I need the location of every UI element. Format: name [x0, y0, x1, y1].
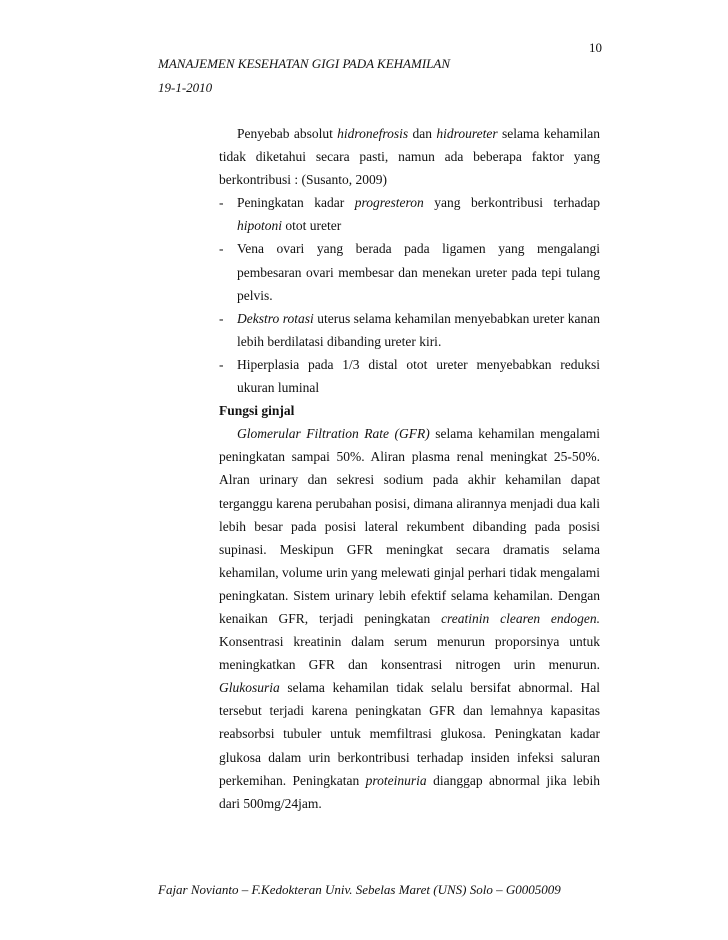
paragraph-term: proteinuria	[365, 772, 427, 788]
list-item-text: Peningkatan kadar	[237, 195, 355, 211]
intro-term-hidronefrosis: hidronefrosis	[337, 126, 409, 141]
paragraph-text: selama kehamilan mengalami peningkatan sampai 50%. Aliran plasma renal meningkat 25-50%. Alran urinary dan sekresi sodium pada akhir kehamilan dapat terganggu karena perubahan posisi, dimana alirannya menjadi dua kali lebih besar pada posisi lateral rekumbent dibanding pada posisi supinasi. Meskipun GFR meningkat secara dramatis selama kehamilan, volume urin yang melewati ginjal perhari tidak mengalami peningkatan. Sistem urinary lebih efektif selama kehamilan. Dengan kenaikan GFR, terjadi peningkatan	[219, 426, 600, 626]
section-heading: Fungsi ginjal	[219, 403, 295, 419]
factor-list	[219, 191, 600, 399]
paragraph-term: Glomerular Filtration Rate (GFR)	[237, 426, 430, 442]
paragraph-text: selama kehamilan tidak selalu bersifat abnormal. Hal tersebut terjadi karena peningkatan GFR dan lemahnya kapasitas reabsorbsi tubuler untuk memfiltrasi glukosa. Peningkatan kadar glukosa dalam urin berkontribusi terhadap insiden infeksi saluran perkemihan. Peningkatan	[219, 680, 600, 788]
paragraph-text: dianggap abnormal jika lebih dari 500mg/24jam.	[219, 772, 600, 811]
list-item-term: Dekstro rotasi	[237, 310, 314, 326]
list-item	[219, 191, 600, 237]
intro-text-1: Penyebab absolut	[237, 126, 338, 141]
list-item-term: progresteron	[354, 195, 424, 211]
list-item-text: Vena ovari yang berada pada ligamen yang mengalangi pembesaran ovari membesar dan menekan ureter pada tepi tulang pelvis.	[237, 241, 600, 303]
list-item-text: otot ureter	[282, 218, 342, 234]
list-item-text: Hiperplasia pada 1/3 distal otot ureter menyebabkan reduksi ukuran luminal	[237, 356, 600, 396]
intro-text-3: selama kehamilan tidak diketahui secara pasti, namun ada beberapa faktor yang berkontribusi : (Susanto, 2009)	[219, 126, 600, 188]
header-title: MANAJEMEN KESEHATAN GIGI PADA KEHAMILAN	[158, 56, 450, 71]
document-body	[219, 122, 600, 815]
paragraph-term: creatinin clearen endogen.	[441, 610, 601, 626]
header-date: 19-1-2010	[158, 80, 213, 95]
page-number: 10	[589, 40, 602, 55]
list-item	[219, 237, 600, 306]
paragraph-term: Glukosuria	[219, 680, 280, 696]
intro-paragraph	[219, 122, 600, 191]
intro-term-hidroureter: hidroureter	[436, 126, 498, 141]
intro-text-2: dan	[408, 126, 437, 141]
list-item-text: uterus selama kehamilan menyebabkan ureter kanan lebih berdilatasi dibanding ureter kiri.	[237, 310, 600, 349]
list-item-text: yang berkontribusi terhadap	[423, 195, 600, 211]
list-item	[219, 307, 600, 353]
list-item	[219, 353, 600, 399]
page-footer: Fajar Novianto – F.Kedokteran Univ. Sebelas Maret (UNS) Solo – G0005009	[158, 882, 561, 897]
list-item-term: hipotoni	[237, 218, 283, 234]
kidney-function-paragraph	[219, 422, 600, 815]
paragraph-text: Konsentrasi kreatinin dalam serum menurun proporsinya untuk meningkatkan GFR dan konsentrasi nitrogen urin menurun.	[219, 634, 600, 673]
